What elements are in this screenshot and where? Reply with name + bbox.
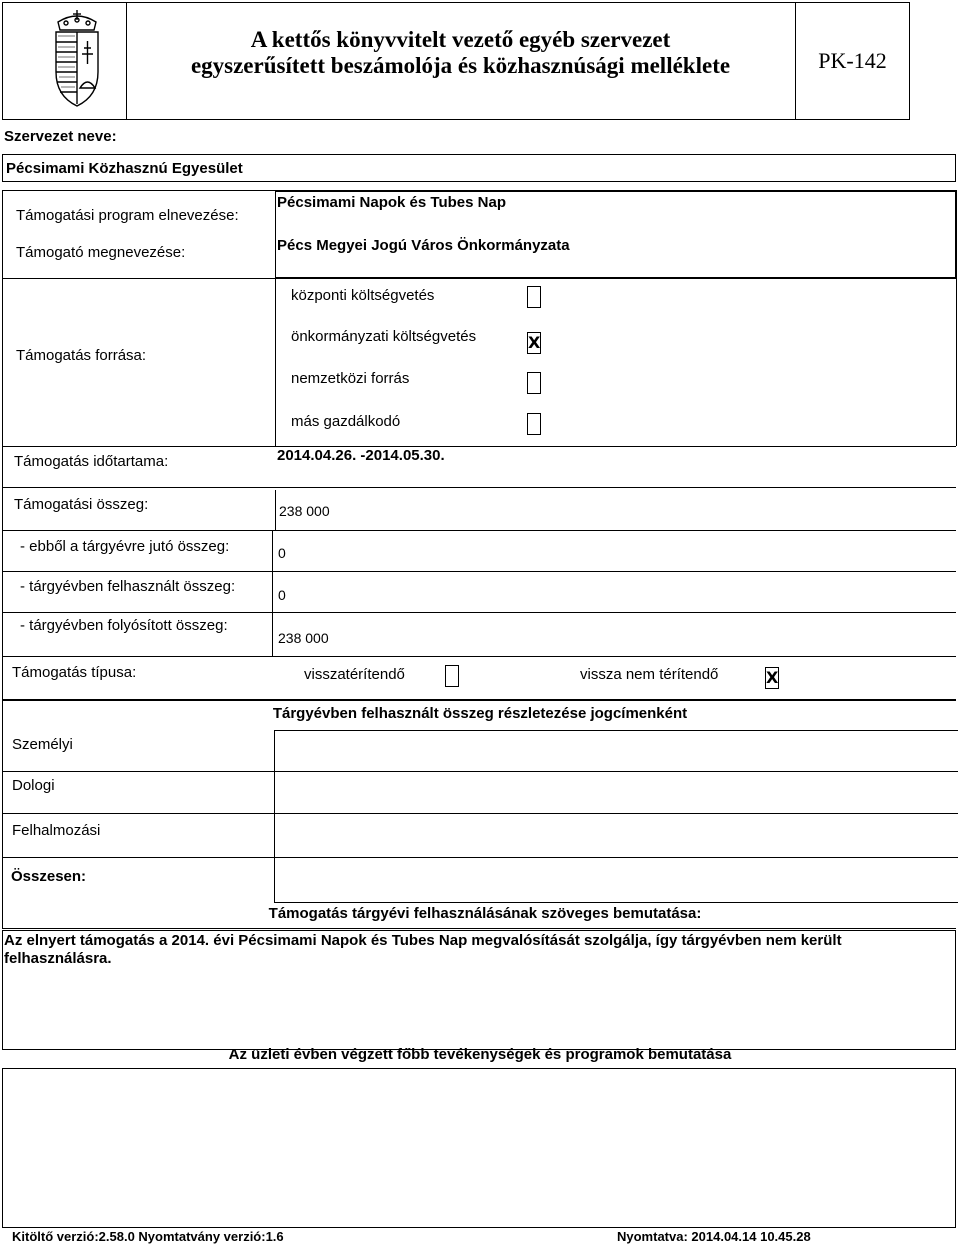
row-divider-duration	[2, 446, 956, 447]
amount-label: Támogatási összeg:	[14, 496, 149, 513]
breakdown-label-material: Dologi	[12, 777, 55, 794]
amount-field[interactable]	[275, 490, 956, 530]
form-title-line-1: A kettős könyvvitelt vezető egyéb szervezet	[250, 27, 671, 52]
row-divider-type	[2, 656, 956, 657]
source-divider	[275, 278, 276, 446]
checkbox-refundable[interactable]	[445, 665, 459, 687]
org-name-label: Szervezet neve:	[4, 128, 117, 145]
source-label: Támogatás forrása:	[16, 347, 147, 364]
breakdown-label-accumulation: Felhalmozási	[12, 822, 101, 839]
row-divider-amount	[2, 487, 956, 488]
program-value: Pécsimami Napok és Tubes Nap	[277, 194, 506, 211]
supporter-label: Támogató megnevezése:	[16, 244, 186, 261]
footer-version: Kitöltő verzió:2.58.0 Nyomtatvány verzió:1.6	[12, 1229, 284, 1244]
breakdown-line-4	[274, 902, 958, 903]
row-divider-current	[2, 530, 956, 531]
usage-text: Az elnyert támogatás a 2014. évi Pécsimami Napok és Tubes Nap megvalósítását szolgálja, így tárgyévben nem került felhasználásra.	[4, 932, 842, 967]
breakdown-divider	[274, 730, 275, 902]
breakdown-label-personal: Személyi	[12, 736, 73, 753]
form-title-line-2: egyszerűsített beszámolója és közhasznúsági melléklete	[190, 53, 731, 78]
form-title	[126, 27, 795, 79]
breakdown-heading: Tárgyévben felhasznált összeg részletezése jogcímenként	[272, 705, 688, 722]
row-divider-used	[2, 571, 956, 572]
breakdown-value-material[interactable]	[276, 772, 958, 812]
activities-heading: Az üzleti évben végzett főbb tevékenységek és programok bemutatása	[228, 1046, 732, 1063]
duration-label: Támogatás időtartama:	[14, 453, 169, 470]
activities-text-field[interactable]	[2, 1068, 956, 1228]
usage-text-field[interactable]	[2, 930, 956, 1050]
used-value[interactable]: 0	[278, 587, 286, 603]
breakdown-value-accumulation[interactable]	[276, 814, 958, 856]
source-right-border	[956, 278, 957, 446]
form-code: PK-142	[818, 48, 887, 73]
paid-label: - tárgyévben folyósított összeg:	[20, 617, 228, 634]
source-option-municipal: önkormányzati költségvetés	[291, 328, 477, 345]
current-year-value[interactable]: 0	[278, 545, 286, 561]
source-option-other: más gazdálkodó	[291, 413, 401, 430]
org-name-field[interactable]	[2, 154, 956, 182]
current-year-divider	[272, 530, 273, 656]
breakdown-value-personal[interactable]	[276, 731, 958, 770]
checkbox-municipal-budget[interactable]: X	[528, 333, 541, 352]
support-frame-right	[956, 190, 957, 278]
breakdown-total-value[interactable]	[276, 858, 958, 901]
usage-heading: Támogatás tárgyévi felhasználásának szöveges bemutatása:	[268, 905, 702, 922]
checkbox-nonrefundable[interactable]: X	[766, 668, 779, 687]
program-label: Támogatási program elnevezése:	[16, 207, 239, 224]
coat-of-arms-icon	[44, 8, 110, 112]
duration-value[interactable]: 2014.04.26. -2014.05.30.	[277, 447, 445, 464]
type-label: Támogatás típusa:	[12, 664, 137, 681]
footer-printed: Nyomtatva: 2014.04.14 10.45.28	[617, 1229, 811, 1244]
checkbox-international[interactable]	[527, 372, 541, 394]
checkbox-central-budget[interactable]	[527, 286, 541, 308]
current-year-label: - ebből a tárgyévre jutó összeg:	[20, 538, 230, 555]
supporter-value: Pécs Megyei Jogú Város Önkormányzata	[277, 237, 570, 254]
used-label: - tárgyévben felhasznált összeg:	[20, 578, 236, 595]
breakdown-total-label: Összesen:	[11, 868, 87, 885]
amount-value: 238 000	[279, 503, 330, 519]
source-option-international: nemzetközi forrás	[291, 370, 410, 387]
type-nonrefundable-label: vissza nem térítendő	[580, 666, 719, 683]
row-divider-source-top	[2, 278, 956, 279]
row-divider-paid	[2, 612, 956, 613]
source-option-central: központi költségvetés	[291, 287, 435, 304]
type-refundable-label: visszatérítendő	[304, 666, 405, 683]
paid-value[interactable]: 238 000	[278, 630, 329, 646]
org-name-value: Pécsimami Közhasznú Egyesület	[6, 160, 243, 177]
checkbox-other-business[interactable]	[527, 413, 541, 435]
